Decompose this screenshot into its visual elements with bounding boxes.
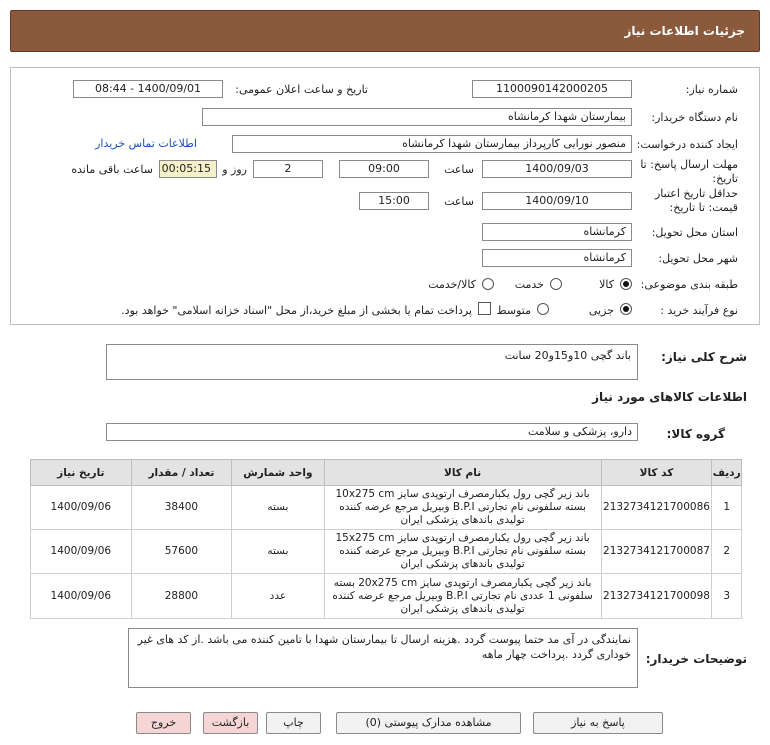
deadline-time-label: ساعت [444,163,474,176]
category-service-radio[interactable] [550,278,562,290]
col-qty: تعداد / مقدار [131,460,232,486]
need-number-field[interactable]: 1100090142000205 [472,80,632,98]
row-code: 2132734121700098 [601,574,712,619]
row-qty: 28800 [131,574,232,619]
table-row[interactable] [31,574,742,619]
treasury-payment-checkbox[interactable] [478,302,491,315]
table-row[interactable] [31,530,742,574]
reply-button[interactable]: پاسخ به نیاز [533,712,663,734]
province-field[interactable]: کرمانشاه [482,223,632,241]
page-header [10,10,760,52]
validity-date-field[interactable]: 1400/09/10 [482,192,632,210]
table-row[interactable] [31,486,742,530]
row-date: 1400/09/06 [31,486,132,530]
col-name: نام کالا [324,460,601,486]
process-medium-label: متوسط [496,304,531,317]
creator-field[interactable]: منصور نورایی کارپرداز بیمارستان شهدا کرمانشاه [232,135,632,153]
goods-group-label: گروه کالا: [666,427,725,441]
row-unit: عدد [232,574,324,619]
page-title: جزئیات اطلاعات نیاز [624,24,745,38]
process-minor-label: جزیی [588,304,614,317]
remaining-label: ساعت باقی مانده [71,163,153,176]
deadline-label-1: مهلت ارسال پاسخ: تا [640,158,738,171]
buyer-contact-link[interactable]: اطلاعات تماس خریدار [95,137,197,150]
row-name: باند زیر گچی یکبارمصرف ارتوپدی سایز 20x275 cm بسته سلفونی 1 عددی نام تجارتی B.P.I وبیریل مرجع عرضه کننده تولیدی باندهای پزشکی ایران [324,574,601,619]
city-field[interactable]: کرمانشاه [482,249,632,267]
row-code: 2132734121700086 [601,486,712,530]
process-minor-radio[interactable] [620,303,632,315]
row-date: 1400/09/06 [31,530,132,574]
col-code: کد کالا [601,460,712,486]
row-date: 1400/09/06 [31,574,132,619]
row-index: 1 [712,486,742,530]
treasury-payment-note: پرداخت تمام یا بخشی از مبلغ خرید،از محل "اسناد خزانه اسلامی" خواهد بود. [121,304,472,317]
category-goods-radio[interactable] [620,278,632,290]
summary-label: شرح کلی نیاز: [661,350,747,364]
process-label: نوع فرآیند خرید : [660,304,738,317]
category-goods-label: کالا [599,278,614,291]
row-name: باند زیر گچی رول یکبارمصرف ارتوپدی سایز 15x275 cm بسته سلفونی نام تجارتی B.P.I وبیریل مرجع عرضه کننده تولیدی باندهای پزشکی ایران [324,530,601,574]
goods-table [30,459,742,619]
announce-field[interactable]: 1400/09/01 - 08:44 [73,80,223,98]
buyer-field[interactable]: بیمارستان شهدا کرمانشاه [202,108,632,126]
validity-label-1: حداقل تاریخ اعتبار [654,187,738,200]
city-label: شهر محل تحویل: [658,252,738,265]
buyer-label: نام دستگاه خریدار: [651,111,738,124]
exit-button[interactable]: خروج [136,712,191,734]
announce-label: تاریخ و ساعت اعلان عمومی: [235,83,368,96]
category-service-label: خدمت [514,278,544,291]
deadline-label-2: تاریخ: [712,172,738,185]
notes-label: توضیحات خریدار: [645,652,747,666]
creator-label: ایجاد کننده درخواست: [636,138,738,151]
goods-section-title: اطلاعات کالاهای مورد نیاز [592,390,747,404]
notes-field[interactable]: نمایندگی در آی مد حتما پیوست گردد .هزینه ارسال تا بیمارستان شهدا با تامین کننده می باشد .از کد های غیر خوداری گردد .پرداخت چهار ماهه [128,628,638,688]
row-qty: 57600 [131,530,232,574]
deadline-time-field[interactable]: 09:00 [339,160,429,178]
category-both-radio[interactable] [482,278,494,290]
category-label: طبقه بندی موضوعی: [640,278,738,291]
days-field[interactable]: 2 [253,160,323,178]
attached-docs-button[interactable]: مشاهده مدارک پیوستی (0) [336,712,521,734]
need-number-label: شماره نیاز: [685,83,738,96]
summary-field[interactable]: باند گچی 10و15و20 سانت [106,344,638,380]
row-code: 2132734121700087 [601,530,712,574]
col-index: ردیف [712,460,742,486]
days-label: روز و [222,163,247,176]
deadline-date-field[interactable]: 1400/09/03 [482,160,632,178]
row-index: 2 [712,530,742,574]
need-details-panel [10,67,760,325]
validity-time-field[interactable]: 15:00 [359,192,429,210]
back-button[interactable]: بازگشت [203,712,258,734]
category-both-label: کالا/خدمت [428,278,476,291]
col-date: تاریخ نیاز [31,460,132,486]
row-index: 3 [712,574,742,619]
row-unit: بسته [232,530,324,574]
col-unit: واحد شمارش [232,460,324,486]
process-medium-radio[interactable] [537,303,549,315]
row-name: باند زیر گچی رول یکبارمصرف ارتوپدی سایز 10x275 cm بسته سلفونی نام تجارتی B.P.I وبیریل مرجع عرضه کننده تولیدی باندهای پزشکی ایران [324,486,601,530]
row-unit: بسته [232,486,324,530]
remaining-time-field: 00:05:15 [159,160,217,178]
validity-time-label: ساعت [444,195,474,208]
goods-table-header [31,460,742,486]
province-label: استان محل تحویل: [651,226,738,239]
print-button[interactable]: چاپ [266,712,321,734]
validity-label-2: قیمت: تا تاریخ: [669,201,738,214]
goods-group-field[interactable]: دارو، پزشکی و سلامت [106,423,638,441]
row-qty: 38400 [131,486,232,530]
